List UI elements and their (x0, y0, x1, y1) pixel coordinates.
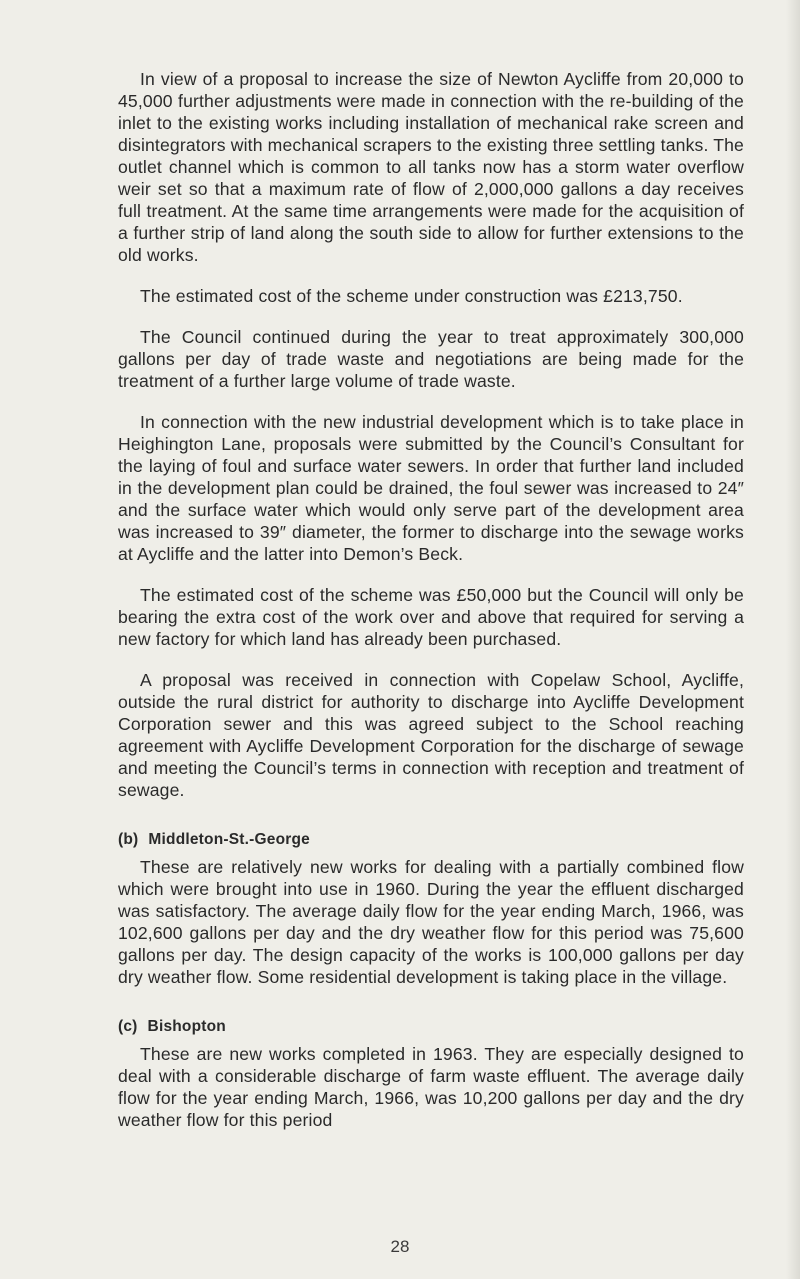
paragraph-newton-aycliffe-proposal: In view of a proposal to increase the size of Newton Aycliffe from 20,000 to 45,000 further adjustments were made in connection with the re-building of the inlet to the existing works including installation of mechanical rake screen and disintegrators with mechanical scrapers to the existing three settling tanks. The outlet channel which is common to all tanks now has a storm water overflow weir set so that a maximum rate of flow of 2,000,000 gallons a day receives full treatment. At the same time arrangements were made for the acquisition of a further strip of land along the south side to allow for further extensions to the old works. (118, 69, 744, 265)
paragraph-heighington-lane: In connection with the new industrial development which is to take place in Heighington Lane, proposals were submitted by the Council’s Consultant for the laying of foul and surface water sewers. In order that further land included in the development plan could be drained, the foul sewer was increased to 24″ and the surface water which would only serve part of the development area was increased to 39″ diameter, the former to discharge into the sewage works at Aycliffe and the latter into Demon’s Beck. (118, 412, 744, 564)
section-label: (c) (118, 1018, 138, 1035)
section-heading-middleton (118, 829, 744, 851)
paragraph-estimated-cost-sewers: The estimated cost of the scheme was £50,000 but the Council will only be bearing the extra cost of the work over and above that required for serving a new factory for which land has already been purchased. (118, 585, 744, 649)
paragraph-trade-waste: The Council continued during the year to treat approximately 300,000 gallons per day of trade waste and negotiations are being made for the treatment of a further large volume of trade waste. (118, 327, 744, 391)
section-title: Bishopton (147, 1018, 226, 1035)
paragraph-bishopton-works: These are new works completed in 1963. They are especially designed to deal with a considerable discharge of farm waste effluent. The average daily flow for the year ending March, 1966, was 10,200 gallons per day and the dry weather flow for this period (118, 1044, 744, 1130)
section-heading-bishopton (118, 1016, 744, 1038)
paragraph-estimated-cost-scheme: The estimated cost of the scheme under construction was £213,750. (140, 286, 683, 306)
section-title: Middleton-St.-George (148, 831, 310, 848)
paragraph-middleton-works: These are relatively new works for dealing with a partially combined flow which were brought into use in 1960. During the year the effluent discharged was satisfactory. The average daily flow for the year ending March, 1966, was 102,600 gallons per day and the dry weather flow for this period was 75,600 gallons per day. The design capacity of the works is 100,000 gallons per day dry weather flow. Some residential development is taking place in the village. (118, 857, 744, 987)
page-number: 28 (390, 1237, 410, 1256)
page-edge-shadow (786, 0, 800, 1279)
page-body (118, 68, 744, 1150)
paragraph-copelaw-school: A proposal was received in connection with Copelaw School, Aycliffe, outside the rural district for authority to discharge into Aycliffe Development Corporation sewer and this was agreed subject to the School reaching agreement with Aycliffe Development Corporation for the discharge of sewage and meeting the Council’s terms in connection with reception and treatment of sewage. (118, 670, 744, 800)
section-label: (b) (118, 831, 139, 848)
